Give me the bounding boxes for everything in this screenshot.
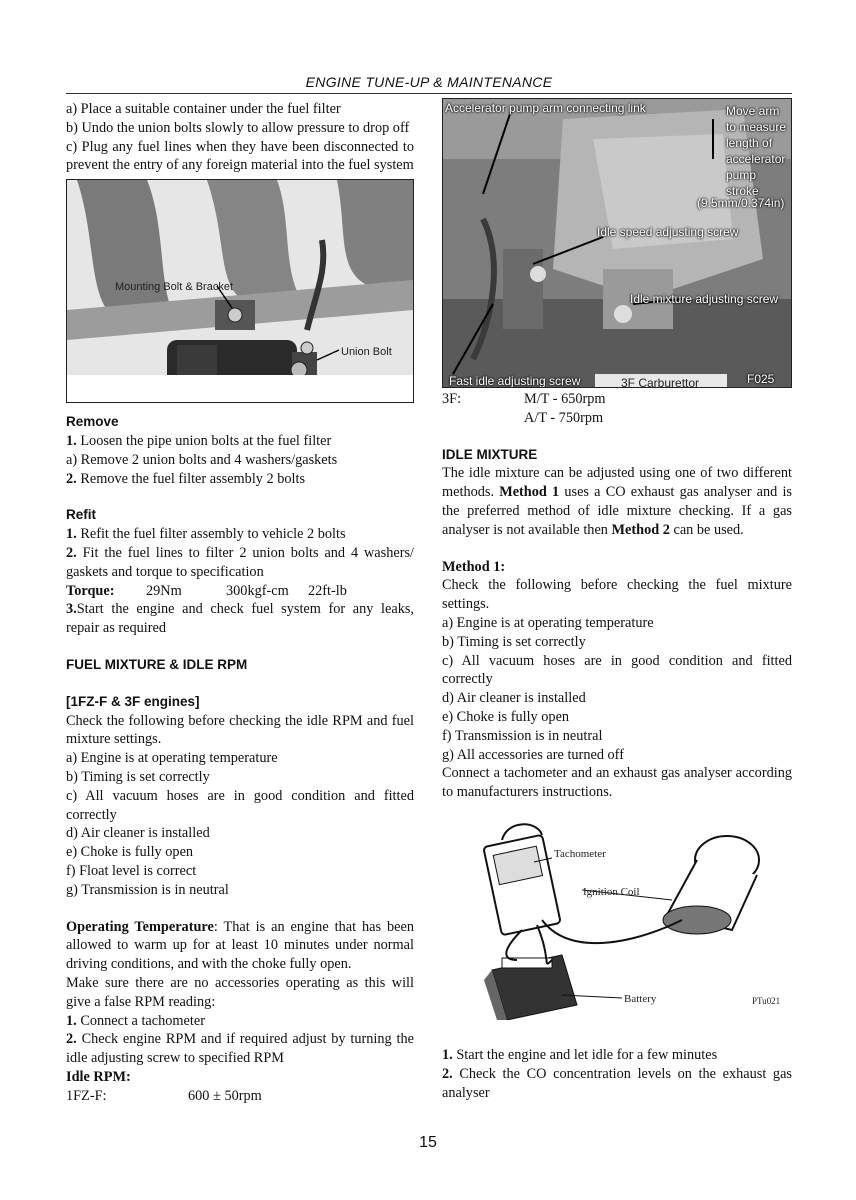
label-mounting-bolt: Mounting Bolt & Bracket (115, 281, 234, 294)
remove-step-1a: a) Remove 2 union bolts and 4 washers/gaskets (66, 451, 338, 468)
remove-step-1: 1. Loosen the pipe union bolts at the fuel filter (66, 432, 332, 449)
method1-item: b) Timing is set correctly (442, 633, 586, 650)
remove-heading: Remove (66, 414, 119, 430)
method1-item: a) Engine is at operating temperature (442, 614, 654, 631)
page-header: ENGINE TUNE-UP & MAINTENANCE (305, 74, 553, 90)
fuel-mixture-intro: Check the following before checking the idle RPM and fuel mixture settings. (66, 712, 414, 748)
refit-step-3: 3.Start the engine and check fuel system for any leaks, repair as required (66, 601, 414, 637)
method1-connect: Connect a tachometer and an exhaust gas analyser according to manufacturers instructions. (442, 765, 792, 801)
label-move-arm-2: to measure (726, 120, 787, 134)
header-rule (66, 93, 792, 94)
page-number: 15 (419, 1134, 437, 1151)
figure-code: F025 (747, 372, 775, 386)
spec-3f-at: A/T - 750rpm (524, 409, 604, 426)
label-move-arm-6: stroke (726, 184, 759, 198)
fuel-filter-figure (66, 179, 414, 403)
tachometer-illustration (442, 820, 790, 1020)
fuel-mixture-heading: FUEL MIXTURE & IDLE RPM (66, 656, 248, 672)
check-item: f) Float level is correct (66, 862, 197, 879)
label-accel-link: Accelerator pump arm connecting link (445, 101, 646, 115)
idle-rpm-1fz: 1FZ-F: 600 ± 50rpm (66, 1087, 262, 1104)
idle-rpm-label: Idle RPM: (66, 1068, 131, 1085)
rpm-step-2: 2. Check engine RPM and if required adjust by turning the idle adjusting screw to specified RPM (66, 1031, 414, 1067)
remove-step-2: 2. Remove the fuel filter assembly 2 bolts (66, 470, 306, 487)
label-move-arm-1: Move arm (726, 104, 780, 118)
check-item: g) Transmission is in neutral (66, 881, 229, 898)
co-step-2: 2. Check the CO concentration levels on the exhaust gas analyser (442, 1065, 792, 1101)
right-column (442, 100, 792, 1102)
label-stroke-value: (9.5mm/0.374in) (697, 196, 785, 210)
check-item: d) Air cleaner is installed (66, 825, 210, 842)
intro-c: c) Plug any fuel lines when they have been disconnected to prevent the entry of any foreign material into the fuel system (66, 138, 414, 174)
co-step-1: 1. Start the engine and let idle for a few minutes (442, 1046, 718, 1063)
method1-item: f) Transmission is in neutral (442, 727, 603, 744)
make-sure-note: Make sure there are no accessories operating as this will give a false RPM reading: (66, 974, 414, 1010)
idle-mixture-text: The idle mixture can be adjusted using one of two different methods. Method 1 uses a CO exhaust gas analyser and is the preferred method of idle mixture checking. If a gas analyser is not available then Method 2 can be used. (442, 465, 792, 538)
figure-caption: 3F Carburettor (595, 374, 727, 388)
figure-code: PTu021 (752, 995, 781, 1006)
label-ignition-coil: Ignition Coil (583, 885, 640, 898)
label-tachometer: Tachometer (554, 847, 606, 860)
method1-item: e) Choke is fully open (442, 708, 570, 725)
engines-subheading: [1FZ-F & 3F engines] (66, 693, 200, 709)
check-item: e) Choke is fully open (66, 844, 194, 861)
label-idle-speed: Idle speed adjusting screw (597, 225, 739, 239)
method1-item: g) All accessories are turned off (442, 746, 624, 763)
method1-item: c) All vacuum hoses are in good condition and fitted correctly (442, 652, 792, 688)
intro-b: b) Undo the union bolts slowly to allow pressure to drop off (66, 119, 410, 136)
label-move-arm-5: pump (726, 168, 757, 182)
check-item: c) All vacuum hoses are in good condition and fitted correctly (66, 787, 414, 823)
method1-intro: Check the following before checking the fuel mixture settings. (442, 577, 792, 613)
method1-heading: Method 1: (442, 558, 506, 575)
label-move-arm-3: length of (726, 136, 773, 150)
label-battery: Battery (624, 992, 657, 1005)
torque-spec: Torque: 29Nm 300kgf-cm 22ft-lb (66, 582, 347, 599)
rpm-step-1: 1. Connect a tachometer (66, 1012, 205, 1029)
label-idle-mixture: Idle mixture adjusting screw (630, 292, 779, 306)
label-fast-idle: Fast idle adjusting screw (449, 374, 581, 388)
refit-heading: Refit (66, 507, 96, 523)
spec-3f-mt: 3F: M/T - 650rpm (442, 391, 606, 407)
operating-temperature: Operating Temperature: That is an engine that has been allowed to warm up for at least 10 minutes under normal driving conditions, and with the choke fully open. (66, 918, 414, 973)
refit-step-2: 2. Fit the fuel lines to filter 2 union bolts and 4 washers/ gaskets and torque to specification (66, 544, 414, 580)
intro-a: a) Place a suitable container under the fuel filter (66, 101, 341, 117)
method1-item: d) Air cleaner is installed (442, 690, 586, 707)
check-item: b) Timing is set correctly (66, 768, 210, 785)
carburettor-figure (442, 98, 792, 388)
left-column (66, 100, 414, 1105)
label-move-arm-4: accelerator (726, 152, 786, 166)
tachometer-figure (442, 820, 790, 1020)
idle-mixture-heading: IDLE MIXTURE (442, 446, 538, 462)
refit-step-1: 1. Refit the fuel filter assembly to vehicle 2 bolts (66, 526, 346, 543)
check-item: a) Engine is at operating temperature (66, 750, 278, 767)
label-union-bolt: Union Bolt (341, 346, 392, 359)
